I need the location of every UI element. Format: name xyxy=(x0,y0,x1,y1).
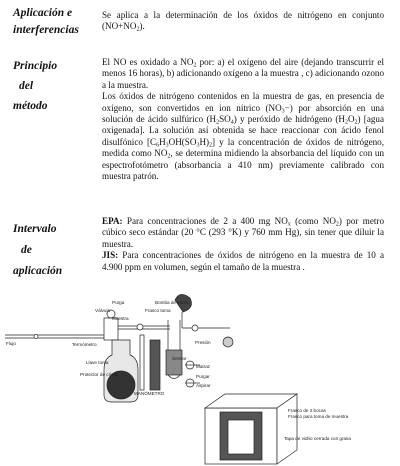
label-line: método xyxy=(13,100,48,112)
label-sensor: Sensor xyxy=(172,356,187,361)
text-run: El NO es oxidado a NO xyxy=(102,57,194,67)
label-llave-toma: Llave toma xyxy=(86,360,109,365)
text-run: SO xyxy=(219,114,231,125)
label-frasco-nota: Frasco para toma de muestra xyxy=(288,414,349,419)
label-line: Aplicación e xyxy=(13,7,73,19)
text-run: Para concentraciones de óxidos de nitrógeno en la muestra de 10 a 4.900 ppm en volumen, según el tamaño de la muestra . xyxy=(102,250,384,272)
subscript: 2 xyxy=(136,26,140,33)
paragraph xyxy=(102,250,384,273)
subscript: x xyxy=(287,221,291,228)
subscript: 6 xyxy=(156,142,160,149)
text-run: Para concentraciones de 2 a 400 mg NO xyxy=(122,216,288,226)
subscript: 3 xyxy=(281,108,285,115)
subscript: 3 xyxy=(196,142,200,149)
text-run: Los óxidos de nitrógeno contenidos en la muestra de gas, en presencia de oxígeno, son convertidos en ion nítrico (NO xyxy=(102,91,384,113)
label-line: aplicación xyxy=(13,265,63,277)
label-line: Principio xyxy=(13,60,58,72)
subscript: 2 xyxy=(193,62,197,69)
paragraph xyxy=(102,216,384,250)
paragraph xyxy=(102,91,384,182)
text-run: ) por metro cúbico seco estándar (20 °C (293 °K) y 760 mm Hg), sin tener que diluir la muestra. xyxy=(102,216,384,249)
label-line: del xyxy=(19,80,34,92)
label-flujo: Flujo xyxy=(6,341,16,346)
text-run: H xyxy=(159,136,166,147)
label-manometro: MANÓMETRO xyxy=(134,391,165,396)
sampling-apparatus-diagram xyxy=(0,290,400,466)
subscript: 2 xyxy=(167,153,171,160)
label-protector: Protector de cristal xyxy=(80,372,119,377)
text-run: −) por absorción en una solución de ácido sulfúrico (H xyxy=(102,102,384,125)
subscript: 2 xyxy=(216,119,220,126)
label-presion: Presión xyxy=(195,340,211,345)
text-aplicacion xyxy=(102,10,384,33)
label-muestra: Muestra xyxy=(112,316,129,321)
text-intervalo xyxy=(102,216,384,273)
label-principio xyxy=(13,56,57,116)
label-matraz: Matraz xyxy=(196,364,211,369)
subscript: 2 xyxy=(344,119,348,126)
text-run: por: a) el oxígeno del aire (dejando transcurrir el menos 16 horas), b) adicionando oxígeno a la muestra , c) adicionando ozono a la muestra. xyxy=(102,57,384,90)
label-line: Intervalo xyxy=(13,223,57,235)
label-tapa: Tapa de vidrio cerrada con grasa xyxy=(284,436,351,441)
paragraph xyxy=(102,57,384,91)
paragraph xyxy=(102,10,384,33)
subscript: 4 xyxy=(230,119,234,126)
label-termometro: Termómetro xyxy=(72,342,97,347)
label-intervalo xyxy=(13,219,62,282)
text-run: (como NO xyxy=(290,216,336,226)
subscript: 2 xyxy=(335,221,339,228)
label-valvula: Válvula xyxy=(95,308,111,313)
text-run: ). xyxy=(139,21,145,32)
label-purga: Purga xyxy=(112,300,125,305)
subscript: 3 xyxy=(165,142,169,149)
label-frasco-dos-bocas: Frasco de 2 bocas xyxy=(288,408,326,413)
label-frasco-toma: Frasco toma xyxy=(145,308,171,313)
label-aspirar: Aspirar xyxy=(196,383,211,388)
subscript: 2 xyxy=(354,119,358,126)
text-run: ) y peróxido de hidrógeno (H xyxy=(233,114,345,125)
text-run: H) xyxy=(199,136,210,147)
label-line: interferencias xyxy=(13,24,79,36)
text-run: ) [agua oxigenada]. La solución así obtenida se hace reaccionar con ácido fenol disulfónico [C xyxy=(102,114,384,147)
label-bomba-vacio: Bomba de vacío xyxy=(155,300,189,305)
text-run: OH(SO xyxy=(168,136,197,147)
label-aplicacion xyxy=(13,5,79,39)
bold-run: EPA: xyxy=(102,216,123,226)
text-run: ] y la concentración de óxidos de nitrógeno, medida como NO xyxy=(102,136,384,159)
text-principio xyxy=(102,57,384,182)
label-line: de xyxy=(21,244,32,256)
bold-run: JIS: xyxy=(102,250,119,261)
label-purgar: Purgar xyxy=(196,374,210,379)
subscript: 2 xyxy=(209,142,213,149)
text-run: , se determina midiendo la absorbancia del líquido con un espectrofotómetro (absorbancia a 410 nm) previamente calibrado con muestra patrón. xyxy=(102,148,384,182)
text-run: O xyxy=(347,114,355,125)
text-run: Se aplica a la determinación de los óxidos de nitrógeno en conjunto (NO+NO xyxy=(102,10,384,32)
